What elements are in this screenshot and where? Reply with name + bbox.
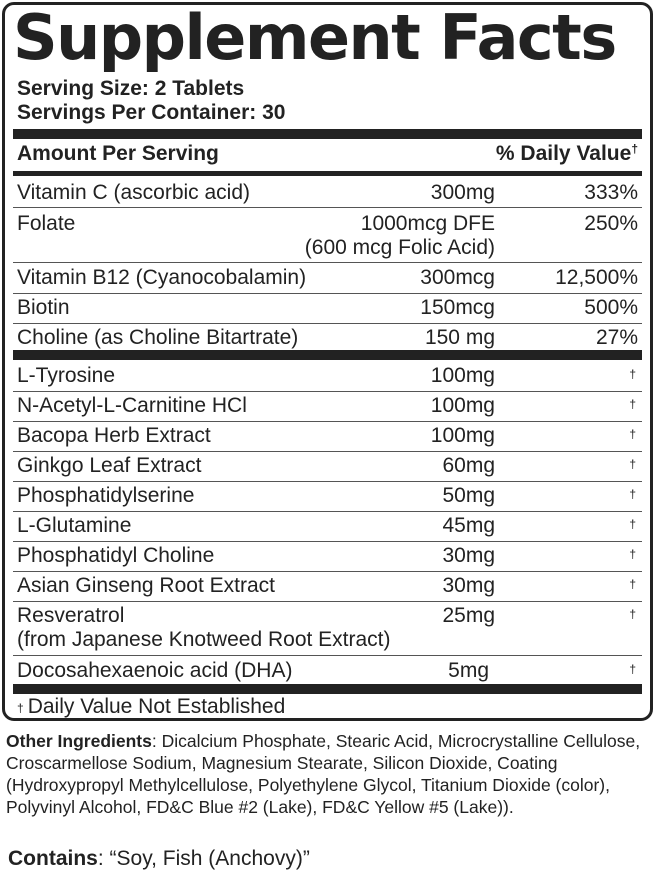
row-divider: [13, 262, 642, 263]
nutrient-daily-value: 27%: [595, 326, 638, 349]
row-divider: [13, 511, 642, 512]
row-divider: [13, 323, 642, 324]
footnote-dagger: †: [17, 701, 24, 715]
allergen-statement: [8, 846, 310, 872]
ingredient-source: (from Japanese Knotweed Root Extract): [17, 628, 391, 651]
nutrient-row: [17, 296, 638, 320]
ingredient-amount: 5mg: [448, 659, 489, 682]
row-divider: [13, 421, 642, 422]
ingredient-name: Bacopa Herb Extract: [17, 424, 211, 447]
ingredient-daily-value: †: [629, 517, 636, 531]
nutrient-amount: 300mg: [430, 181, 495, 204]
ingredient-row: [17, 364, 638, 388]
nutrient-amount: 150 mg: [424, 326, 495, 349]
row-divider: [13, 571, 642, 572]
ingredient-amount: 100mg: [430, 394, 495, 417]
ingredient-row: [17, 659, 638, 683]
ingredient-row: [17, 604, 638, 652]
row-divider: [13, 207, 642, 208]
other-ingredients: [6, 730, 660, 818]
ingredient-amount: 45mg: [442, 514, 495, 537]
footnote-text: Daily Value Not Established: [27, 695, 286, 718]
ingredient-name: L-Tyrosine: [17, 364, 116, 387]
other-ingredients-label: Other Ingredients: [6, 731, 152, 751]
row-divider: [13, 655, 642, 656]
ingredient-row: [17, 454, 638, 478]
ingredient-amount: 25mg: [442, 604, 495, 627]
ingredient-amount: 100mg: [430, 364, 495, 387]
amount-per-serving-label: Amount Per Serving: [17, 142, 219, 165]
ingredient-daily-value: †: [629, 662, 636, 676]
ingredient-name: Asian Ginseng Root Extract: [17, 574, 275, 597]
other-ingredients-text: : Dicalcium Phosphate, Stearic Acid, Microcrystalline Cellulose, Croscarmellose Sodium, Magnesium Stearate, Silicon Dioxide, Coating (Hydroxypropyl Methylcellulose, Polyethylene Glycol, Titanium Dioxide (color), Polyvinyl Alcohol, FD&C Blue #2 (Lake), FD&C Yellow #5 (Lake)).: [6, 731, 641, 817]
ingredient-daily-value: †: [629, 427, 636, 441]
ingredient-row: [17, 484, 638, 508]
nutrient-amount-detail: (600 mcg Folic Acid): [304, 236, 495, 259]
row-divider: [13, 601, 642, 602]
ingredient-amount: 60mg: [442, 454, 495, 477]
nutrient-row: [17, 212, 638, 260]
nutrient-amount: 150mcg: [420, 296, 495, 319]
nutrient-row: [17, 181, 638, 205]
ingredient-daily-value: †: [629, 577, 636, 591]
nutrient-name: Folate: [17, 212, 76, 235]
ingredient-daily-value: †: [629, 457, 636, 471]
ingredient-row: [17, 394, 638, 418]
ingredient-name: N-Acetyl-L-Carnitine HCl: [17, 394, 247, 417]
nutrient-name: Vitamin B12 (Cyanocobalamin): [17, 266, 307, 289]
ingredient-row: [17, 514, 638, 538]
thick-divider: [13, 129, 642, 139]
nutrient-amount: 300mcg: [420, 266, 495, 289]
row-divider: [13, 451, 642, 452]
daily-value-text: % Daily Value: [495, 142, 632, 165]
column-header: [17, 140, 638, 168]
daily-value-dagger: †: [631, 142, 638, 156]
row-divider: [13, 391, 642, 392]
ingredient-name: Ginkgo Leaf Extract: [17, 454, 202, 477]
nutrient-name: Choline (as Choline Bitartrate): [17, 326, 299, 349]
nutrient-row: [17, 326, 638, 350]
ingredient-name: Phosphatidyl Choline: [17, 544, 215, 567]
ingredient-daily-value: †: [629, 367, 636, 381]
ingredient-amount: 50mg: [442, 484, 495, 507]
thick-divider: [13, 350, 642, 360]
nutrient-name: Vitamin C (ascorbic acid): [17, 181, 251, 204]
ingredient-name: Phosphatidylserine: [17, 484, 195, 507]
nutrient-row: [17, 266, 638, 290]
row-divider: [13, 541, 642, 542]
ingredient-row: [17, 424, 638, 448]
daily-value-label: [496, 140, 638, 168]
servings-per-container: Servings Per Container: 30: [17, 101, 286, 124]
nutrient-daily-value: 500%: [584, 296, 638, 319]
contains-text: : “Soy, Fish (Anchovy)”: [97, 847, 310, 870]
ingredient-daily-value: †: [629, 487, 636, 501]
nutrient-daily-value: 333%: [584, 181, 638, 204]
ingredient-daily-value: †: [629, 607, 636, 621]
daily-value-footnote: [17, 695, 285, 719]
contains-label: Contains: [8, 847, 98, 870]
panel-title: Supplement Facts: [13, 2, 616, 74]
supplement-facts-panel: [2, 2, 653, 721]
ingredient-amount: 30mg: [442, 574, 495, 597]
ingredient-name: Resveratrol: [17, 604, 125, 627]
ingredient-row: [17, 544, 638, 568]
ingredient-amount: 100mg: [430, 424, 495, 447]
thick-divider: [13, 684, 642, 694]
row-divider: [13, 293, 642, 294]
ingredient-name: Docosahexaenoic acid (DHA): [17, 659, 293, 682]
ingredient-daily-value: †: [629, 397, 636, 411]
nutrient-amount: 1000mcg DFE: [360, 212, 495, 235]
nutrient-name: Biotin: [17, 296, 70, 319]
ingredient-amount: 30mg: [442, 544, 495, 567]
ingredient-row: [17, 574, 638, 598]
nutrient-daily-value: 250%: [584, 212, 638, 235]
nutrient-daily-value: 12,500%: [555, 266, 638, 289]
ingredient-name: L-Glutamine: [17, 514, 132, 537]
serving-size: Serving Size: 2 Tablets: [17, 77, 245, 100]
row-divider: [13, 481, 642, 482]
ingredient-daily-value: †: [629, 547, 636, 561]
medium-divider: [13, 171, 642, 176]
